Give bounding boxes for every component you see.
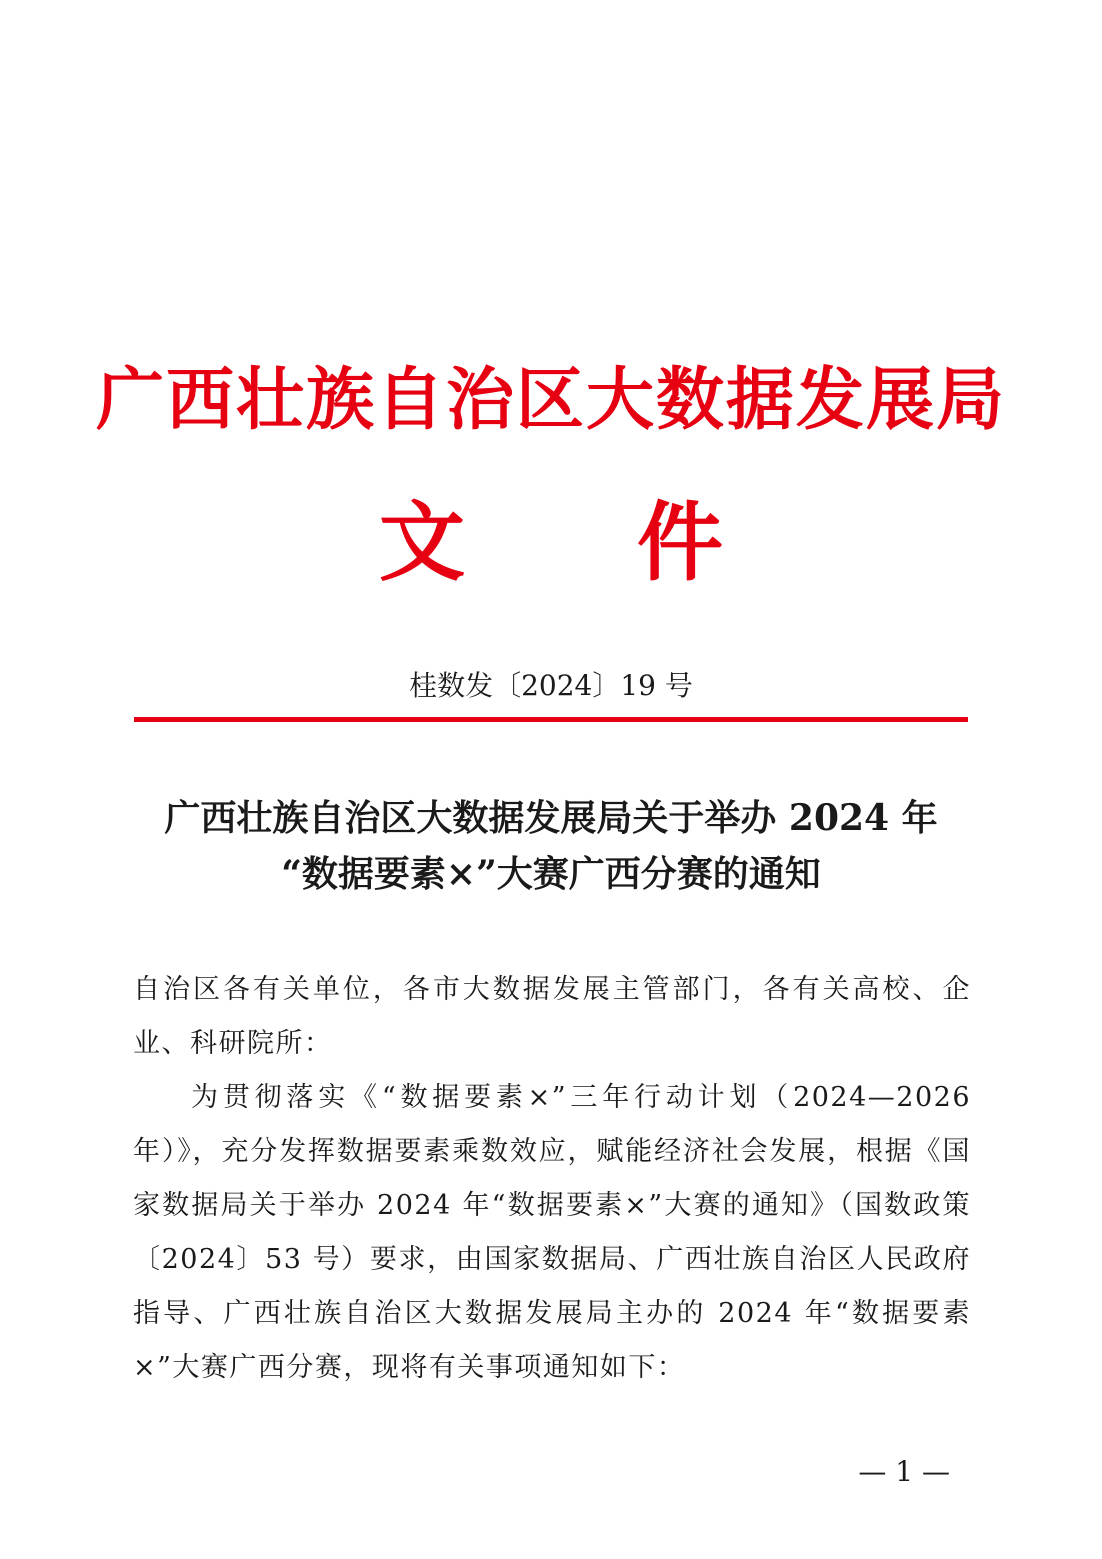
title-line-2: “数据要素×”大赛广西分赛的通知	[281, 853, 821, 895]
document-number: 桂数发〔2024〕19 号	[409, 669, 693, 702]
body-paragraph: 为贯彻落实《“数据要素×”三年行动计划（2024—2026 年）》，充分发挥数据要素乘数效应，赋能经济社会发展，根据《国家数据局关于举办 2024 年“数据要素×”大赛的通知》（国数政策〔2024〕53 号）要求，由国家数据局、广西壮族自治区人民政府指导、广西壮族自治区大数据发展局主办的 2024 年“数据要素×”大赛广西分赛，现将有关事项通知如下：	[133, 1082, 971, 1383]
page-number: — 1 —	[858, 1455, 950, 1488]
document-title	[120, 790, 982, 902]
document-type: 文 件	[379, 492, 723, 593]
issuer-name: 广西壮族自治区大数据发展局	[95, 360, 1006, 440]
document-body	[133, 963, 971, 1395]
title-line-1: 广西壮族自治区大数据发展局关于举办 2024 年	[164, 797, 938, 839]
salutation: 自治区各有关单位，各市大数据发展主管部门，各有关高校、企业、科研院所：	[133, 974, 971, 1059]
red-divider-line	[134, 717, 968, 722]
